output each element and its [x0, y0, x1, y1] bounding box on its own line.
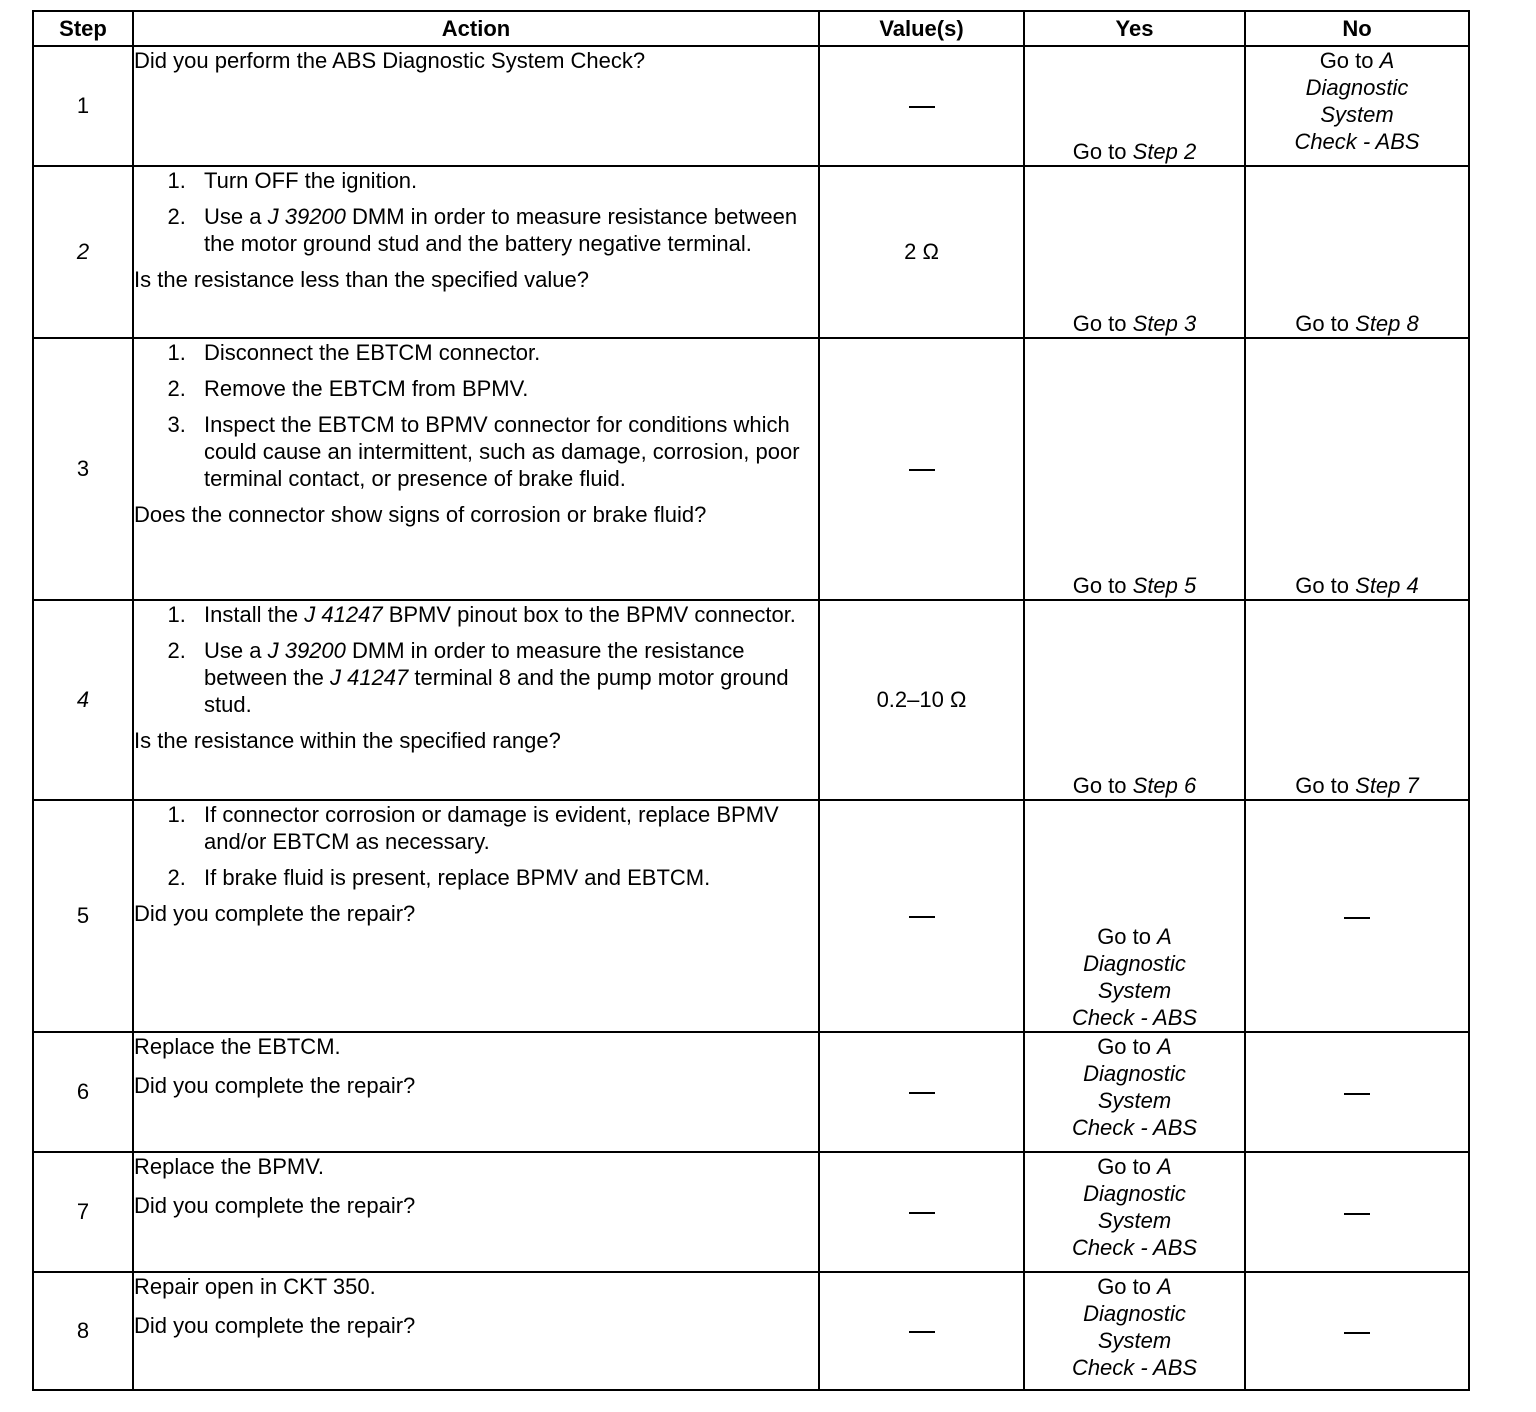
action-cell — [133, 1152, 819, 1272]
step-number: 6 — [33, 1032, 133, 1152]
action-cell — [133, 338, 819, 600]
action-cell — [133, 800, 819, 1032]
action-list — [134, 167, 818, 257]
dash-mark — [909, 916, 935, 918]
value-cell — [819, 1032, 1024, 1152]
action-cell — [133, 166, 819, 338]
value-cell — [819, 800, 1024, 1032]
value-cell — [819, 338, 1024, 600]
no-cell — [1245, 1152, 1469, 1272]
action-question: Did you complete the repair? — [134, 1193, 416, 1218]
diagnostic-table — [32, 10, 1470, 1391]
dash-mark — [1344, 917, 1370, 919]
no-cell: Go to Step 8 — [1245, 166, 1469, 338]
no-cell: Go to Step 7 — [1245, 600, 1469, 800]
list-item: 1. Disconnect the EBTCM connector. — [192, 339, 818, 366]
action-question: Is the resistance less than the specified value? — [134, 267, 589, 292]
table-row — [33, 800, 1469, 1032]
step-number: 3 — [33, 338, 133, 600]
yes-cell: Go to A Diagnostic System Check - ABS — [1024, 800, 1245, 1032]
table-row — [33, 1152, 1469, 1272]
action-question: Did you complete the repair? — [134, 1313, 416, 1338]
action-list — [134, 601, 818, 718]
header-step: Step — [33, 11, 133, 46]
action-question: Does the connector show signs of corrosion or brake fluid? — [134, 502, 707, 527]
yes-cell: Go to A Diagnostic System Check - ABS — [1024, 1032, 1245, 1152]
action-list — [134, 801, 818, 891]
value-cell: 2 Ω — [819, 166, 1024, 338]
action-line: Replace the BPMV. — [134, 1154, 324, 1179]
no-cell — [1245, 1272, 1469, 1390]
yes-cell: Go to A Diagnostic System Check - ABS — [1024, 1152, 1245, 1272]
list-item: 1. Install the J 41247 BPMV pinout box to the BPMV connector. — [192, 601, 818, 628]
list-item: 2. Use a J 39200 DMM in order to measure the resistance between the J 41247 terminal 8 and the pump motor ground stud. — [192, 637, 818, 718]
table-row — [33, 1272, 1469, 1390]
step-number: 7 — [33, 1152, 133, 1272]
list-item: 3. Inspect the EBTCM to BPMV connector for conditions which could cause an intermittent, such as damage, corrosion, poor terminal contact, or presence of brake fluid. — [192, 411, 818, 492]
dash-mark — [1344, 1213, 1370, 1215]
list-item: 1. Turn OFF the ignition. — [192, 167, 818, 194]
dash-mark — [909, 469, 935, 471]
no-cell: Go to A Diagnostic System Check - ABS — [1245, 46, 1469, 166]
action-cell — [133, 1272, 819, 1390]
table-row — [33, 600, 1469, 800]
yes-cell: Go to Step 3 — [1024, 166, 1245, 338]
yes-cell: Go to A Diagnostic System Check - ABS — [1024, 1272, 1245, 1390]
table-row — [33, 166, 1469, 338]
action-question: Did you complete the repair? — [134, 1073, 416, 1098]
yes-cell: Go to Step 5 — [1024, 338, 1245, 600]
header-row — [33, 11, 1469, 46]
no-cell — [1245, 800, 1469, 1032]
action-cell — [133, 600, 819, 800]
action-question: Did you perform the ABS Diagnostic System Check? — [134, 48, 646, 73]
step-number: 8 — [33, 1272, 133, 1390]
yes-cell: Go to Step 6 — [1024, 600, 1245, 800]
dash-mark — [1344, 1093, 1370, 1095]
yes-cell: Go to Step 2 — [1024, 46, 1245, 166]
no-cell — [1245, 1032, 1469, 1152]
action-line: Replace the EBTCM. — [134, 1034, 341, 1059]
header-yes: Yes — [1024, 11, 1245, 46]
dash-mark — [909, 1092, 935, 1094]
step-number: 4 — [33, 600, 133, 800]
dash-mark — [1344, 1332, 1370, 1334]
table-row — [33, 46, 1469, 166]
step-number: 5 — [33, 800, 133, 1032]
step-number: 2 — [33, 166, 133, 338]
action-question: Is the resistance within the specified range? — [134, 728, 561, 753]
value-cell — [819, 1152, 1024, 1272]
header-no: No — [1245, 11, 1469, 46]
dash-mark — [909, 1212, 935, 1214]
value-cell — [819, 1272, 1024, 1390]
action-line: Repair open in CKT 350. — [134, 1274, 376, 1299]
list-item: 1. If connector corrosion or damage is evident, replace BPMV and/or EBTCM as necessary. — [192, 801, 818, 855]
dash-mark — [909, 106, 935, 108]
table-row — [33, 1032, 1469, 1152]
list-item: 2. Use a J 39200 DMM in order to measure resistance between the motor ground stud and the battery negative terminal. — [192, 203, 818, 257]
dash-mark — [909, 1331, 935, 1333]
value-cell — [819, 46, 1024, 166]
action-question: Did you complete the repair? — [134, 901, 416, 926]
step-number: 1 — [33, 46, 133, 166]
action-list — [134, 339, 818, 492]
value-cell: 0.2–10 Ω — [819, 600, 1024, 800]
header-values: Value(s) — [819, 11, 1024, 46]
list-item: 2. If brake fluid is present, replace BPMV and EBTCM. — [192, 864, 818, 891]
list-item: 2. Remove the EBTCM from BPMV. — [192, 375, 818, 402]
table-row — [33, 338, 1469, 600]
action-cell — [133, 1032, 819, 1152]
action-cell — [133, 46, 819, 166]
header-action: Action — [133, 11, 819, 46]
no-cell: Go to Step 4 — [1245, 338, 1469, 600]
